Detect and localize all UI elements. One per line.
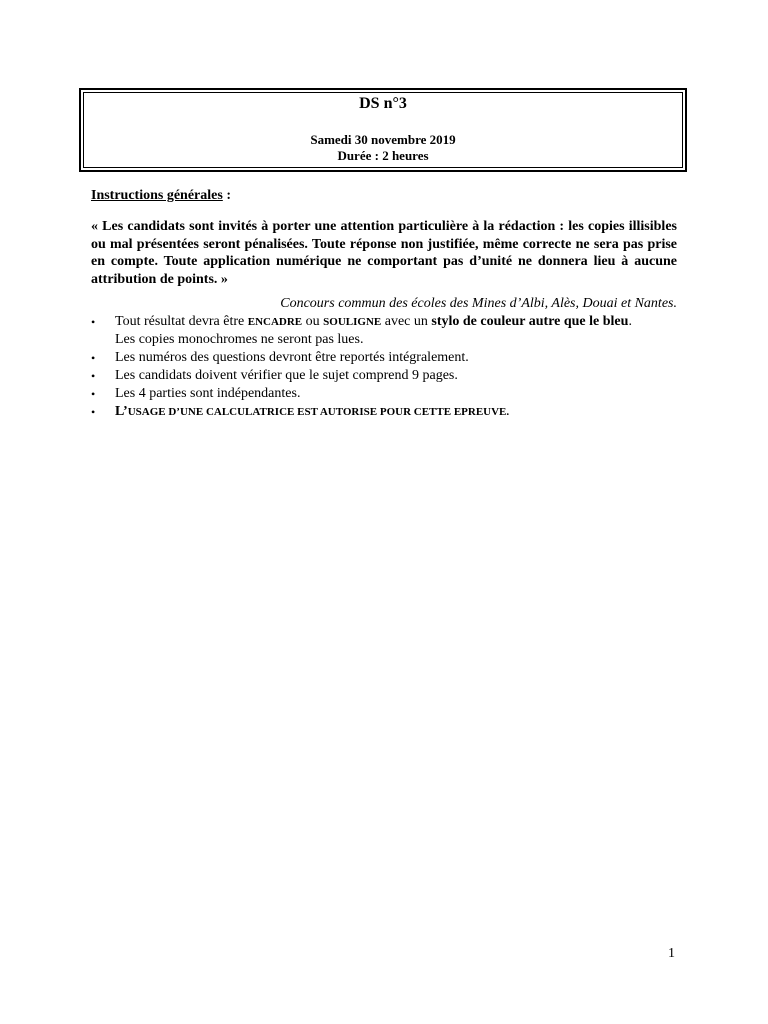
exam-title: DS n°3	[359, 95, 407, 112]
list-item	[91, 385, 677, 403]
bullet-icon: •	[91, 405, 96, 419]
instructions-heading-suffix: :	[222, 188, 231, 203]
header-box	[79, 88, 687, 172]
calculator-notice-rest: USAGE D’UNE CALCULATRICE EST AUTORISE POUR CETTE EPREUVE.	[127, 406, 510, 418]
calculator-notice	[115, 404, 509, 419]
bullet-text: Les 4 parties sont indépendantes.	[115, 386, 301, 401]
instructions-source: Concours commun des écoles des Mines d’Albi, Alès, Douai et Nantes.	[280, 296, 677, 311]
encadre-word: ENCADRE	[247, 316, 303, 328]
calculator-notice-initial: L’	[115, 404, 128, 419]
bullet-list-1	[91, 313, 677, 367]
bullet-text: Tout résultat devra être	[115, 314, 248, 329]
bullet-text: Les candidats doivent vérifier que le sujet comprend 9 pages.	[115, 368, 458, 383]
bullet-text: .	[628, 314, 632, 329]
stylo-phrase: stylo de couleur autre que le bleu	[431, 314, 629, 329]
bullet-icon: •	[91, 315, 96, 329]
list-item	[91, 349, 677, 367]
bullet-icon: •	[91, 369, 96, 383]
instructions-quote: « Les candidats sont invités à porter une attention particulière à la rédaction : les copies illisibles ou mal présentées seront pénalisées. Toute réponse non justifiée, même correcte ne sera pas prise en compte. Toute application numérique ne comportant pas d’unité ne donnera lieu à aucune attribution de points. »	[91, 219, 677, 287]
page-number: 1	[668, 946, 675, 961]
bullet-list-3	[91, 403, 677, 421]
main-content	[91, 187, 677, 421]
bullet-text: Les numéros des questions devront être reportés intégralement.	[115, 350, 469, 365]
bullet-text: avec un	[381, 314, 432, 329]
bullet-icon: •	[91, 351, 96, 365]
instructions-heading-text: Instructions générales	[91, 188, 223, 203]
header-inner-frame	[83, 92, 683, 168]
list-item	[91, 313, 677, 349]
bullet-icon: •	[91, 387, 96, 401]
bullet-list-2	[91, 367, 677, 403]
instructions-heading	[91, 187, 677, 205]
list-item	[91, 367, 677, 385]
bullet-text: Les copies monochromes ne seront pas lues.	[115, 332, 364, 347]
bullet-text: ou	[302, 314, 324, 329]
list-item	[91, 403, 677, 421]
souligne-word: SOULIGNE	[323, 316, 382, 328]
exam-duration: Durée : 2 heures	[337, 148, 429, 163]
exam-date: Samedi 30 novembre 2019	[310, 132, 456, 147]
